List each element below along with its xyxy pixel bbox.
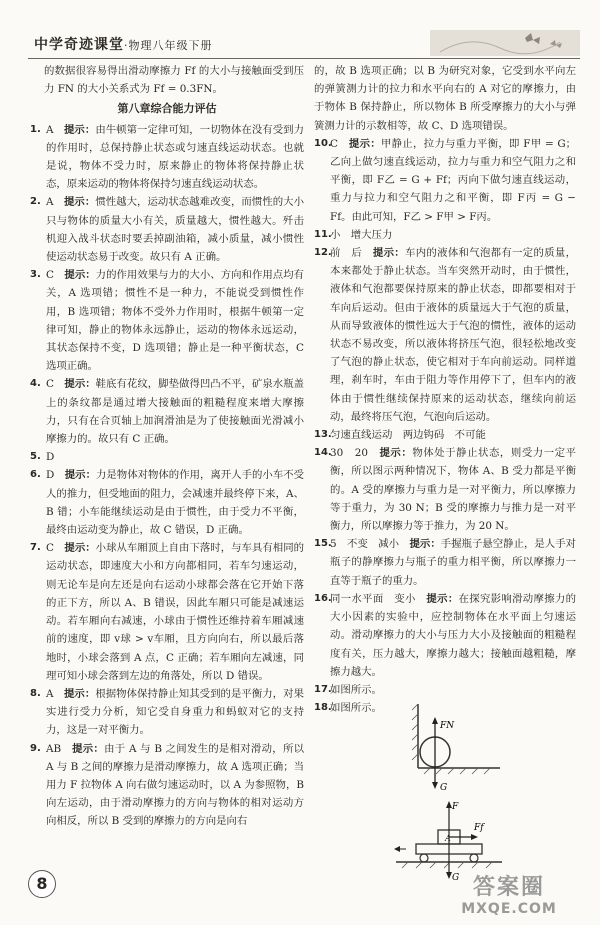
- item-number: 18.: [314, 702, 332, 714]
- item-number: 8.: [30, 687, 41, 699]
- answer-item: [314, 590, 576, 681]
- item-explanation: 由牛顿第一定律可知，一切物体在没有受到力的作用时，总保持静止状态或匀速直线运动状态。也就是说，物体不受力时，原来静止的物体将保持静止状态，原来运动的物体将保持匀速直线运动状态。: [46, 123, 305, 191]
- series-name: 中学奇迹课堂: [34, 37, 124, 53]
- item-answer: 小 增大压力: [330, 228, 393, 241]
- watermark-text: 答案圈: [472, 875, 545, 900]
- hint-label: 提示：: [426, 592, 459, 605]
- cart-wheel-right: [470, 854, 478, 862]
- hint-label: 提示：: [72, 742, 105, 755]
- page-header: [28, 30, 580, 59]
- hint-label: 提示：: [64, 196, 96, 209]
- item-answer: C: [46, 542, 54, 555]
- item-answer: 前 后: [330, 247, 363, 260]
- item-answer: A: [46, 196, 54, 209]
- book-subtitle: ·物理八年级下册: [124, 39, 213, 52]
- hint-label: 提示：: [64, 378, 96, 391]
- item-answer: C: [46, 378, 54, 391]
- item-answer: D: [46, 469, 55, 482]
- answer-item: [30, 685, 304, 740]
- watermark-url: MXQE.COM: [461, 901, 557, 917]
- g-label: G: [440, 783, 448, 793]
- answer-item: [314, 244, 576, 426]
- item-explanation: 鞋底有花纹，脚垫做得凹凸不平，矿泉水瓶盖上的条纹都是通过增大接触面的粗糙程度来增大摩擦力，只有在合页轴上加润滑油是为了使接触面光滑减小摩擦力的。故只有 C 正确。: [46, 378, 305, 446]
- hint-label: 提示：: [64, 542, 96, 555]
- fn-label: FN: [440, 721, 455, 731]
- item-answer: 30 20: [330, 447, 368, 460]
- f-label: F: [452, 802, 459, 812]
- header-decoration: [430, 30, 580, 56]
- a-label: A: [445, 834, 451, 843]
- hint-label: 提示：: [64, 687, 96, 700]
- item-number: 12.: [314, 247, 332, 259]
- item-explanation: 惯性越大，运动状态越难改变，而惯性的大小只与物体的质量大小有关，质量越大，惯性越大。歼击机迎入战斗状态时要丢掉副油箱，减小质量，减小惯性使运动状态易于改变。故只有 A 正确。: [46, 196, 305, 264]
- item-number: 17.: [314, 683, 332, 695]
- item-answer: C: [330, 137, 338, 150]
- cart-wheel-left: [420, 854, 428, 862]
- answer-list-left: [30, 121, 304, 831]
- item-answer: D: [46, 451, 55, 464]
- item-number: 9.: [30, 742, 41, 754]
- item-number: 2.: [30, 196, 41, 208]
- item-explanation: 在探究影响滑动摩擦力的大小因素的实验中，应控制物体在水平面上匀速运动。滑动摩擦力的大小与压力大小及接触面的粗糙程度有关，压力越大，摩擦力越大；接触面越粗糙，摩擦力越大。: [330, 592, 577, 678]
- item-number: 1.: [30, 123, 41, 135]
- item-answer: 5 不变 减小: [330, 538, 400, 551]
- item-explanation: 甲静止，拉力与重力平衡，即 F甲 = G；乙向上做匀速直线运动，拉力与重力和空气阻力之和平衡，即 F乙 = G + Ff；丙向下做匀速直线运动，重力与拉力和空气阻力之和平衡，即 F丙 = G − Ff。由此可知，F乙 > F甲 > F丙。: [330, 137, 577, 223]
- intro-paragraph: 的数据很容易得出滑动摩擦力 Ff 的大小与接触面受到压力 FN 的大小关系式为 Ff = 0.3FN。: [44, 65, 304, 96]
- answer-item: [30, 375, 304, 448]
- item-number: 5.: [30, 451, 41, 463]
- item-number: 14.: [314, 447, 332, 459]
- item-answer: 匀速直线运动 两边钩码 不可能: [330, 429, 486, 442]
- item-explanation: 小球从车厢顶上自由下落时，与车具有相同的运动状态，即速度大小和方向都相同，若车匀速运动，则无论车是向左还是向右运动小球都会落在它开始下落的正下方，所以 A、B 错误，因此车厢只可能是减速运动。若车厢向右减速，小球由于惯性还维持着车厢减速前的速度，即 v球 > v车厢，且方向向右，所以最后落地时，小球会落到 A 点，C 正确；若车厢向左减速，同理可知小球会落到左边的角落处，所以 D 错误。: [46, 542, 305, 682]
- ff-label: Ff: [474, 823, 484, 833]
- hint-label: 提示：: [379, 447, 413, 460]
- item-number: 6.: [30, 469, 41, 481]
- item-number: 15.: [314, 538, 332, 550]
- answer-item: [30, 740, 304, 831]
- answer-item: [30, 121, 304, 194]
- item-number: 11.: [314, 228, 332, 240]
- item-number: 16.: [314, 592, 332, 604]
- watermark: [444, 870, 574, 917]
- item-explanation: 物体处于静止状态，则受力一定平衡，所以图示两种情况下，物体 A、B 受力都是平衡的。A 受的摩擦力与重力是一对平衡力，所以摩擦力等于重力，为 30 N；B 受的摩擦力与推力是一对平衡力，所以摩擦力等于推力，为 20 N。: [330, 447, 577, 533]
- item-explanation: 力是物体对物体的作用，离开人手的小车不受人的推力，但受地面的阻力，会减速并最终停下来，A、B 错；小车能继续运动是由于惯性，由于受力不平衡，最终由运动变为静止，故 C 错误，D 正确。: [46, 469, 305, 537]
- answer-item: [314, 681, 576, 699]
- answer-item: [314, 135, 576, 226]
- answer-item: [30, 539, 304, 685]
- hint-label: 提示：: [372, 247, 405, 260]
- item-answer: 同一水平面 变小: [330, 592, 416, 605]
- answer-item: [314, 226, 576, 244]
- answer-list-right: [314, 135, 576, 718]
- right-column: [314, 62, 576, 717]
- hint-label: 提示：: [64, 269, 96, 282]
- g-label: G: [452, 873, 460, 883]
- answer-item: [30, 466, 304, 539]
- item-number: 4.: [30, 378, 41, 390]
- item-answer: 如图所示。: [330, 702, 382, 715]
- item-number: 10.: [314, 137, 332, 149]
- section-title: 第八章综合能力评估: [117, 102, 217, 116]
- butterfly-icon: [430, 30, 580, 56]
- left-column: [30, 62, 304, 831]
- answer-item: [30, 193, 304, 266]
- page-number: 8: [28, 870, 56, 898]
- item-answer: A: [46, 123, 54, 136]
- book-title: [34, 34, 213, 54]
- figure-17: [408, 702, 508, 794]
- answer-item: [314, 426, 576, 444]
- item-9-continued: 的，故 B 选项正确；以 B 为研究对象，它受到水平向左的弹簧测力计的拉力和水平向右的 A 对它的摩擦力，由于物体 B 保持静止，所以物体 B 所受摩擦力的大小与弹簧测力计的示数相等，故 C、D 选项错误。: [314, 65, 576, 132]
- item-explanation: 由于 A 与 B 之间发生的是相对滑动，所以 A 与 B 之间的摩擦力是滑动摩擦力，故 A 选项正确；当用力 F 拉物体 A 向右做匀速运动时，以 A 为参照物，B 向左运动，由于滑动摩擦力的方向与物体的相对运动方向相反，所以 B 受到的摩擦力的方向是向右: [46, 742, 305, 828]
- item-answer: A: [46, 687, 54, 700]
- item-number: 7.: [30, 542, 41, 554]
- answer-item: [314, 444, 576, 535]
- item-explanation: 根据物体保持静止知其受到的是平衡力，对果实进行受力分析，知它受自身重力和蚂蚁对它的支持力，这是一对平衡力。: [46, 687, 305, 737]
- answer-item: [314, 535, 576, 590]
- answer-item: [30, 448, 304, 466]
- hint-label: 提示：: [64, 469, 96, 482]
- item-number: 13.: [314, 429, 332, 441]
- answer-item: [30, 266, 304, 375]
- item-answer: 如图所示。: [330, 683, 382, 696]
- item-answer: C: [46, 269, 54, 282]
- hint-label: 提示：: [348, 137, 381, 150]
- hint-label: 提示：: [409, 538, 441, 551]
- item-explanation: 力的作用效果与力的大小、方向和作用点均有关，A 选项错；惯性不是一种力，不能说受到惯性作用，B 选项错；物体不受外力作用时，根据牛顿第一定律可知，静止的物体永远静止，运动的物体永远运动，其状态保持不变，D 选项错；静止是一种平衡状态，C 选项正确。: [46, 269, 305, 373]
- item-explanation: 手握瓶子悬空静止，是人手对瓶子的静摩擦力与瓶子的重力相平衡，所以摩擦力一直等于瓶子的重力。: [330, 538, 577, 587]
- hint-label: 提示：: [64, 123, 96, 136]
- item-number: 3.: [30, 269, 41, 281]
- item-explanation: 车内的液体和气泡都有一定的质量，本来都处于静止状态。当车突然开动时，由于惯性，液体和气泡都要保持原来的静止状态，即都要相对于车向后运动。但由于液体的质量远大于气泡的质量，从而导致液体的惯性远大于气泡的惯性，液体的运动状态不易改变，所以液体将挤压气泡，很轻松地改变了气泡的静止状态，使它相对于车向前运动。同样道理，刹车时，车由于阻力等作用停下了，但车内的液体由于惯性继续保持原来的运动状态，继续向前运动，最终将压气泡，气泡向后运动。: [330, 247, 577, 423]
- item-answer: AB: [46, 742, 62, 755]
